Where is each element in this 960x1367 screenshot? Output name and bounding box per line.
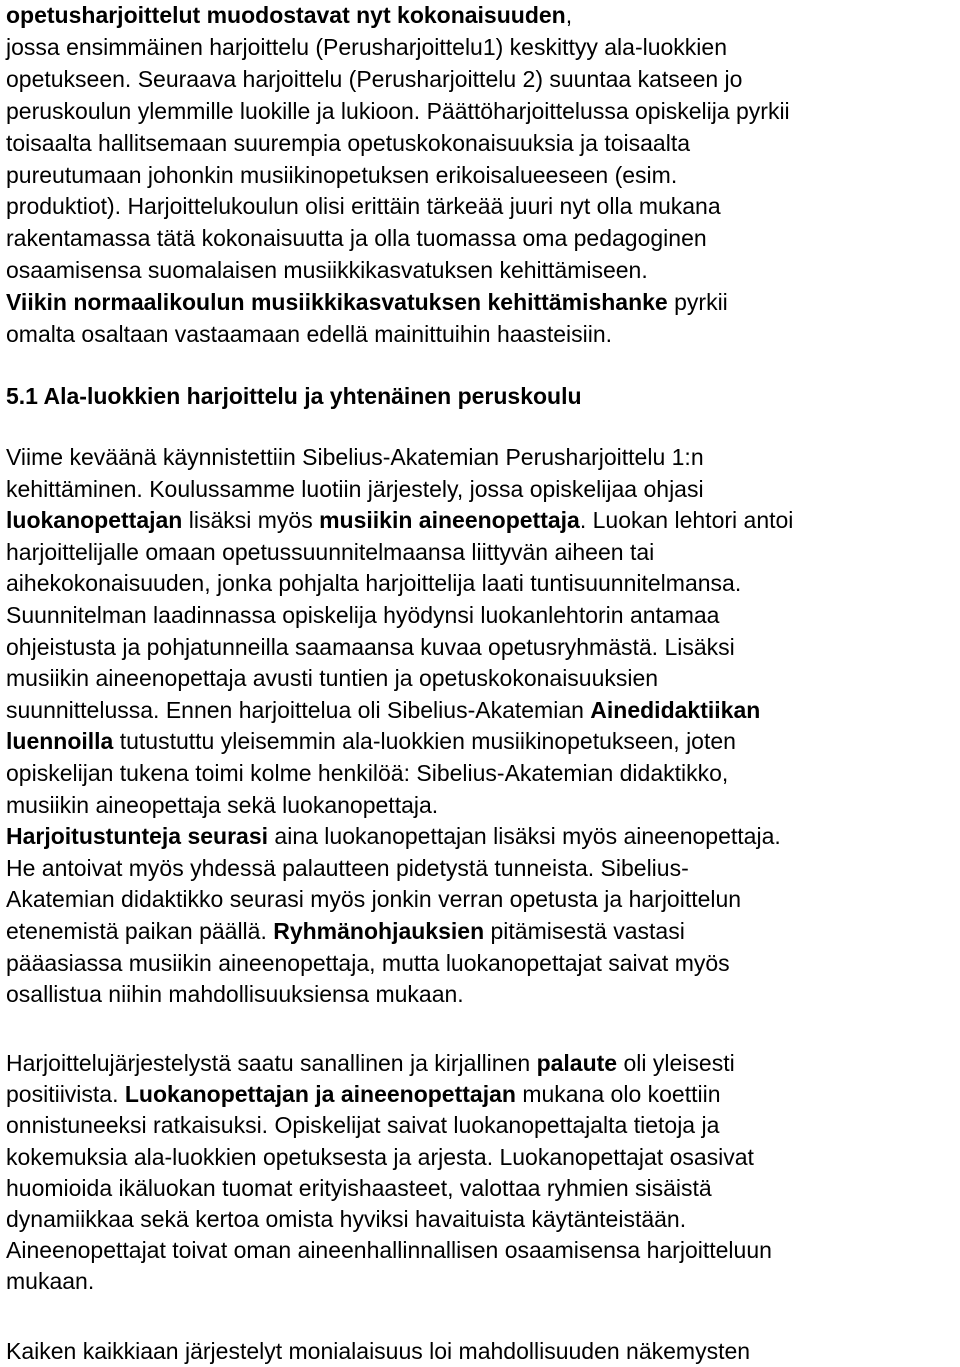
text-line xyxy=(6,127,690,159)
text-run: lisäksi myös xyxy=(182,507,320,534)
text-line xyxy=(6,95,790,127)
text-line xyxy=(6,789,438,821)
bold-text: Luokanopettajan ja aineenopettajan xyxy=(124,1081,516,1108)
text-run: pitämisestä vastasi xyxy=(484,918,685,944)
text-line xyxy=(6,159,677,191)
text-run: , xyxy=(565,2,573,28)
text-line xyxy=(6,820,781,852)
text-run: He antoivat myös yhdessä palautteen pidetystä tunneista. Sibelius- xyxy=(6,854,689,881)
text-line xyxy=(6,883,741,915)
text-line xyxy=(6,852,689,884)
text-line xyxy=(6,694,760,726)
text-run: mukaan. xyxy=(6,1268,95,1295)
text-line xyxy=(6,1109,719,1141)
text-run: Suunnitelman laadinnassa opiskelija hyödynsi luokanlehtorin antamaa xyxy=(6,602,720,628)
bold-text: luennoilla xyxy=(6,728,114,755)
text-run: oli yleisesti xyxy=(617,1050,735,1076)
text-line xyxy=(6,254,648,286)
text-run: musiikin aineenopettaja avusti tuntien ja opetuskokonaisuuksien xyxy=(6,665,659,692)
text-run: etenemistä paikan päällä. xyxy=(6,918,274,944)
text-run: toisaalta hallitsemaan suurempia opetuskokonaisuuksia ja toisaalta xyxy=(6,129,691,156)
bold-text: Ryhmänohjauksien xyxy=(273,918,485,944)
text-run: . Luokan lehtori antoi xyxy=(579,507,794,534)
text-run: rakentamassa tätä kokonaisuutta ja olla tuomassa oma pedagoginen xyxy=(6,225,707,252)
text-run: dynamiikkaa sekä kertoa omista hyviksi havaituista käytänteistään. xyxy=(6,1206,687,1232)
text-run: pyrkii xyxy=(667,289,728,316)
text-line xyxy=(6,222,707,254)
text-run: pureutumaan johonkin musiikinopetuksen erikoisalueeseen (esim. xyxy=(6,161,678,188)
text-line xyxy=(6,190,721,222)
text-line xyxy=(6,441,704,473)
text-line xyxy=(6,725,736,757)
text-line xyxy=(6,504,793,536)
text-run: pääasiassa musiikin aineenopettaja, mutta luokanopettajat saivat myös xyxy=(6,949,730,976)
text-line xyxy=(6,286,728,318)
text-run: onnistuneeksi ratkaisuksi. Opiskelijat saivat luokanopettajalta tietoja ja xyxy=(6,1112,720,1139)
text-run: omalta osaltaan vastaamaan edellä mainittuihin haasteisiin. xyxy=(6,321,613,347)
text-line xyxy=(6,318,612,350)
text-run: kehittäminen. Koulussamme luotiin järjestely, jossa opiskelijaa ohjasi xyxy=(6,475,704,502)
text-run: aina luokanopettajan lisäksi myös aineenopettaja. xyxy=(268,823,781,850)
text-line xyxy=(6,1141,754,1173)
text-line xyxy=(6,1335,750,1367)
text-run: musiikin aineopettaja sekä luokanopettaja. xyxy=(6,791,439,818)
bold-text: Viikin normaalikoulun musiikkikasvatuksen kehittämishanke xyxy=(6,289,668,316)
text-run: ohjeistusta ja pohjatunneilla saamaansa kuvaa opetusryhmästä. Lisäksi xyxy=(6,633,735,660)
text-line xyxy=(6,662,658,694)
text-line xyxy=(6,1172,712,1204)
text-run: osaamisensa suomalaisen musiikkikasvatuksen kehittämiseen. xyxy=(6,257,648,284)
text-run: osallistua niihin mahdollisuuksiensa mukaan. xyxy=(6,981,464,1008)
text-line xyxy=(6,978,464,1010)
text-line xyxy=(6,31,727,63)
text-line xyxy=(6,536,654,568)
text-line xyxy=(6,63,742,95)
text-line xyxy=(6,915,685,947)
text-line xyxy=(6,1234,772,1266)
text-run: Viime keväänä käynnistettiin Sibelius-Akatemian Perusharjoittelu 1:n xyxy=(6,444,704,470)
text-run: positiivista. xyxy=(6,1081,125,1108)
bold-text: luokanopettajan xyxy=(6,507,183,534)
text-line xyxy=(6,631,735,663)
bold-text: palaute xyxy=(536,1050,618,1076)
text-line xyxy=(6,599,719,631)
text-run: harjoittelijalle omaan opetussuunnitelmaansa liittyvän aiheen tai xyxy=(6,538,655,565)
section-heading: 5.1 Ala-luokkien harjoittelu ja yhtenäinen peruskoulu xyxy=(6,383,582,409)
text-line xyxy=(6,947,730,979)
bold-text: Harjoitustunteja seurasi xyxy=(6,823,269,850)
text-run: produktiot). Harjoittelukoulun olisi erittäin tärkeää juuri nyt olla mukana xyxy=(6,193,721,220)
text-line xyxy=(6,1265,94,1297)
text-run: Akatemian didaktikko seurasi myös jonkin verran opetusta ja harjoittelun xyxy=(6,886,742,913)
text-run: huomioida ikäluokan tuomat erityishaasteet, valottaa ryhmien sisäistä xyxy=(6,1174,712,1201)
bold-text: musiikin aineenopettaja xyxy=(319,507,580,534)
text-line xyxy=(6,567,741,599)
bold-text: opetusharjoittelut muodostavat nyt kokonaisuuden xyxy=(6,2,566,28)
text-line xyxy=(6,473,704,505)
text-line xyxy=(6,757,728,789)
text-run: aihekokonaisuuden, jonka pohjalta harjoittelija laati tuntisuunnitelmansa. xyxy=(6,570,742,597)
bold-text: Ainedidaktiikan xyxy=(590,696,761,723)
text-run: jossa ensimmäinen harjoittelu (Perusharjoittelu1) keskittyy ala-luokkien xyxy=(6,33,727,60)
text-line xyxy=(6,1078,721,1110)
text-run: Aineenopettajat toivat oman aineenhallinnallisen osaamisensa harjoitteluun xyxy=(6,1237,772,1264)
text-run: opetukseen. Seuraava harjoittelu (Perusharjoittelu 2) suuntaa katseen jo xyxy=(6,65,743,92)
text-run: mukana olo koettiin xyxy=(515,1081,721,1108)
text-run: peruskoulun ylemmille luokille ja lukioon. Päättöharjoittelussa opiskelija pyrkii xyxy=(6,97,790,124)
text-run: kokemuksia ala-luokkien opetuksesta ja arjesta. Luokanopettajat osasivat xyxy=(6,1143,754,1170)
text-line xyxy=(6,0,572,31)
text-line xyxy=(6,1203,686,1235)
text-run: Kaiken kaikkiaan järjestelyt monialaisuus loi mahdollisuuden näkemysten xyxy=(6,1338,751,1364)
text-run: tutustuttu yleisemmin ala-luokkien musiikinopetukseen, joten xyxy=(113,728,736,755)
text-run: Harjoittelujärjestelystä saatu sanallinen ja kirjallinen xyxy=(6,1050,537,1076)
text-run: suunnittelussa. Ennen harjoittelua oli Sibelius-Akatemian xyxy=(6,696,591,723)
text-run: opiskelijan tukena toimi kolme henkilöä: Sibelius-Akatemian didaktikko, xyxy=(6,760,729,786)
text-line xyxy=(6,1047,735,1079)
